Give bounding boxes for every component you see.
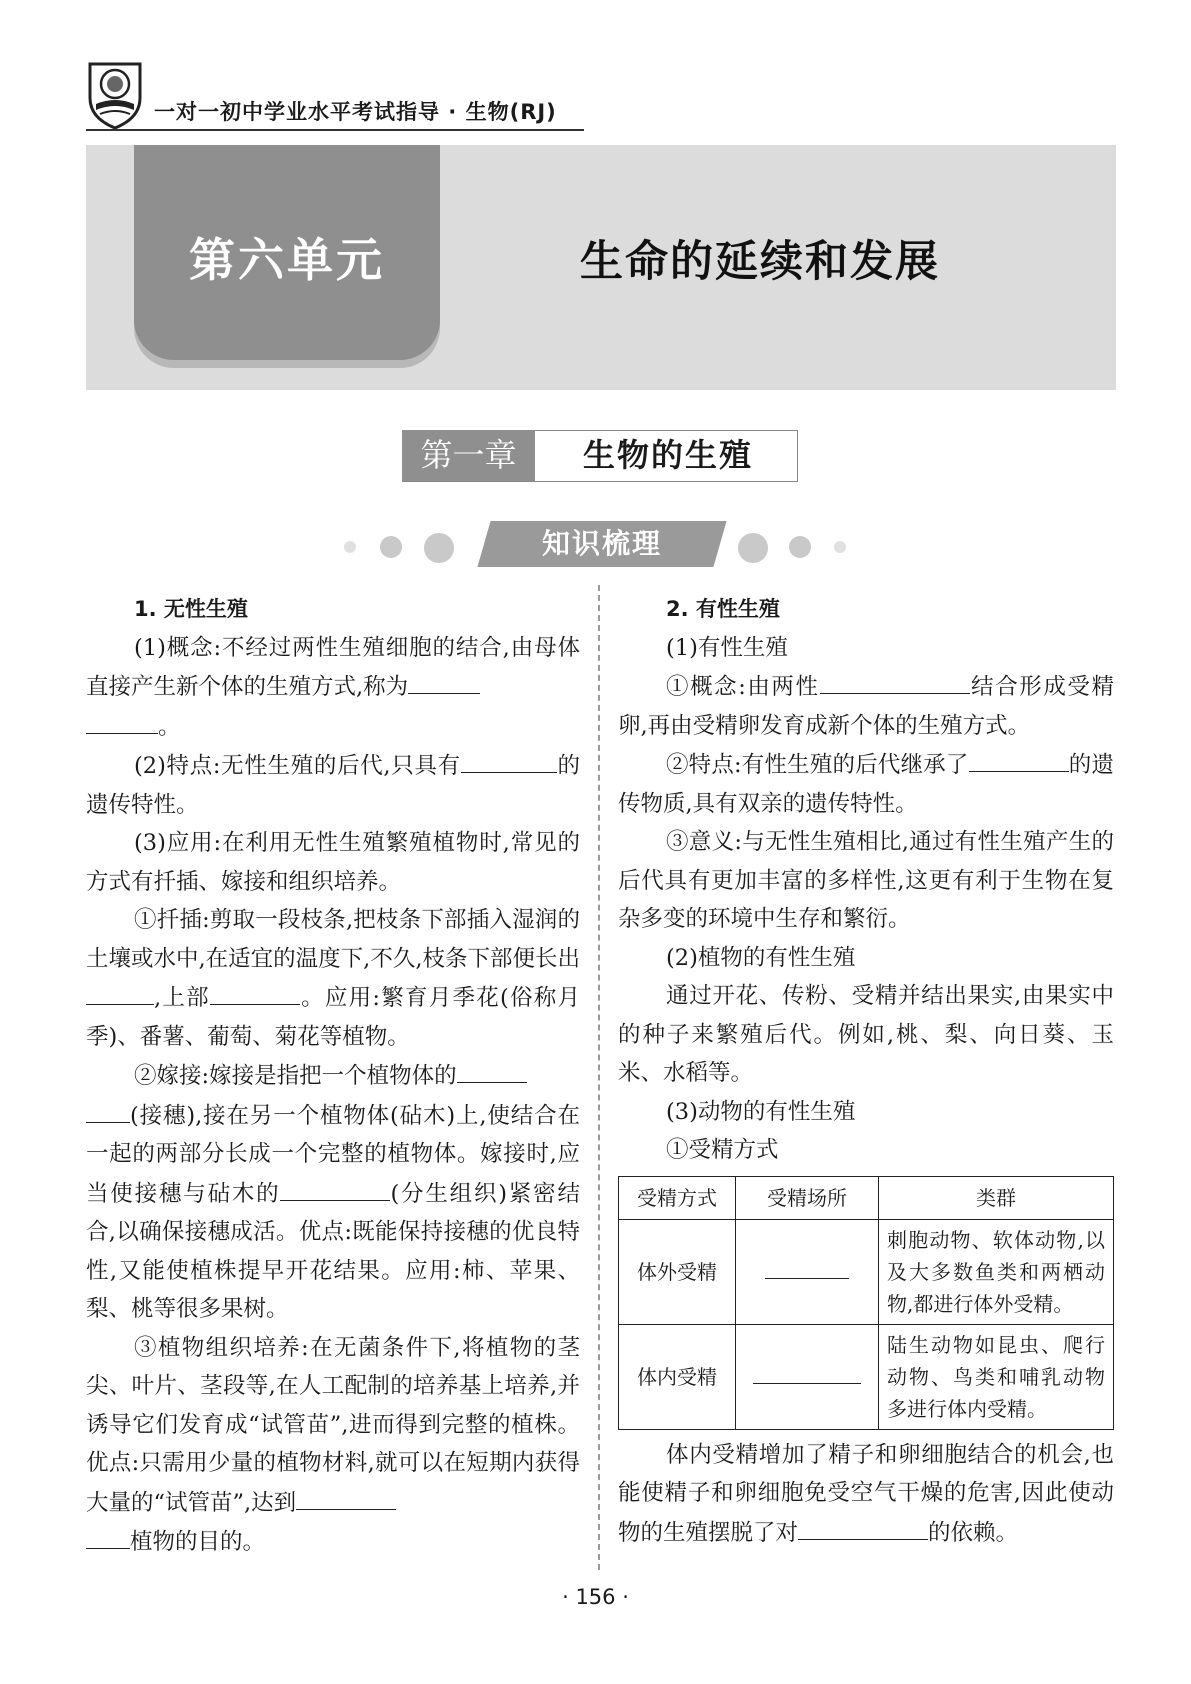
decor-dot — [834, 541, 846, 553]
subheading: (2)植物的有性生殖 — [666, 944, 856, 971]
answer-blank[interactable] — [798, 1513, 928, 1540]
answer-blank[interactable] — [280, 1174, 390, 1201]
answer-blank[interactable] — [210, 978, 300, 1005]
answer-blank[interactable] — [753, 1363, 861, 1384]
chapter-name: 生物的生殖 — [582, 436, 753, 474]
table-cell-mode: 体内受精 — [619, 1324, 736, 1429]
paragraph: (1)概念:不经过两性生殖细胞的结合,由母体直接产生新个体的生殖方式,称为 。 — [86, 634, 580, 740]
unit-title: 生命的延续和发展 — [580, 237, 940, 287]
paragraph: (3)应用:在利用无性生殖繁殖植物时,常见的方式有扦插、嫁接和组织培养。 — [86, 830, 580, 895]
table-header: 受精场所 — [736, 1176, 879, 1219]
answer-blank[interactable] — [86, 978, 154, 1005]
paragraph: (2)特点:无性生殖的后代,只具有 的遗传特性。 — [86, 746, 580, 824]
table-row — [619, 1324, 1114, 1429]
paragraph: ①扦插:剪取一段枝条,把枝条下部插入湿润的土壤或水中,在适宜的温度下,不久,枝条下部便长出,上部 。应用:繁育月季花(俗称月季)、番薯、葡萄、菊花等植物。 — [86, 907, 581, 1050]
table-header: 受精方式 — [619, 1176, 736, 1219]
answer-blank[interactable] — [86, 1522, 130, 1549]
subheading: ①受精方式 — [666, 1137, 779, 1163]
right-column — [618, 590, 1114, 1552]
answer-blank[interactable] — [457, 1056, 527, 1083]
subheading: (3)动物的有性生殖 — [666, 1098, 856, 1125]
heading-sexual: 2. 有性生殖 — [666, 597, 780, 621]
table-cell-site — [736, 1324, 879, 1429]
school-logo — [86, 60, 144, 130]
answer-blank[interactable] — [86, 707, 158, 734]
table-cell-groups: 刺胞动物、软体动物,以及大多数鱼类和两栖动物,都进行体外受精。 — [879, 1219, 1114, 1324]
decor-dot — [424, 533, 454, 563]
table-row — [619, 1219, 1114, 1324]
decor-dot — [738, 533, 768, 563]
paragraph: ②特点:有性生殖的后代继承了 的遗传物质,具有双亲的遗传特性。 — [618, 745, 1114, 823]
decor-dot — [344, 541, 356, 553]
answer-blank[interactable] — [408, 667, 480, 694]
subheading: (1)有性生殖 — [666, 634, 788, 661]
paragraph: ③植物组织培养:在无菌条件下,将植物的茎尖、叶片、茎段等,在人工配制的培养基上培养,并诱导它们发育成“试管苗”,进而得到完整的植株。优点:只需用少量的植物材料,就可以在短期内获得大量的“试管苗”,达到 植物的目的。 — [86, 1334, 580, 1555]
fertilization-table — [618, 1176, 1114, 1430]
header-rule — [86, 129, 584, 131]
decor-dot — [789, 536, 811, 558]
book-title: 一对一初中学业水平考试指导 · 生物(RJ) — [154, 100, 557, 124]
paragraph: ①概念:由两性 结合形成受精卵,再由受精卵发育成新个体的生殖方式。 — [618, 667, 1114, 745]
answer-blank[interactable] — [86, 1096, 130, 1123]
table-header-row — [619, 1176, 1114, 1219]
section-label: 知识梳理 — [541, 527, 662, 560]
answer-blank[interactable] — [969, 745, 1069, 772]
heading-asexual: 1. 无性生殖 — [134, 597, 248, 621]
page-number: · 156 · — [562, 1585, 629, 1609]
answer-blank[interactable] — [296, 1483, 396, 1510]
unit-label: 第六单元 — [189, 233, 385, 287]
paragraph: ③意义:与无性生殖相比,通过有性生殖产生的后代具有更加丰富的多样性,这更有利于生物在复杂多变的环境中生存和繁衍。 — [618, 829, 1114, 932]
answer-blank[interactable] — [461, 746, 557, 773]
table-cell-mode: 体外受精 — [619, 1219, 736, 1324]
chapter-number: 第一章 — [402, 430, 535, 481]
paragraph: 通过开花、传粉、受精并结出果实,由果实中的种子来繁殖后代。例如,桃、梨、向日葵、玉米、水稻等。 — [618, 983, 1114, 1086]
answer-blank[interactable] — [820, 667, 970, 694]
table-header: 类群 — [879, 1176, 1114, 1219]
paragraph: ②嫁接:嫁接是指把一个植物体的 (接穗),接在另一个植物体(砧木)上,使结合在一起的两部分长成一个完整的植物体。嫁接时,应当使接穗与砧木的 (分生组织)紧密结合,以确保接穗成活。优点:既能保持接穗的优良特性,又能使植株提早开花结果。应用:柿、苹果、梨、桃等很多果树。 — [86, 1056, 580, 1329]
answer-blank[interactable] — [765, 1258, 849, 1279]
decor-dot — [380, 536, 402, 558]
table-cell-site — [736, 1219, 879, 1324]
left-column — [86, 590, 580, 1562]
table-cell-groups: 陆生动物如昆虫、爬行动物、鸟类和哺乳动物多进行体内受精。 — [879, 1324, 1114, 1429]
paragraph: 体内受精增加了精子和卵细胞结合的机会,也能使精子和卵细胞免受空气干燥的危害,因此使动物的生殖摆脱了对 的依赖。 — [618, 1441, 1114, 1546]
column-divider — [598, 585, 600, 1570]
